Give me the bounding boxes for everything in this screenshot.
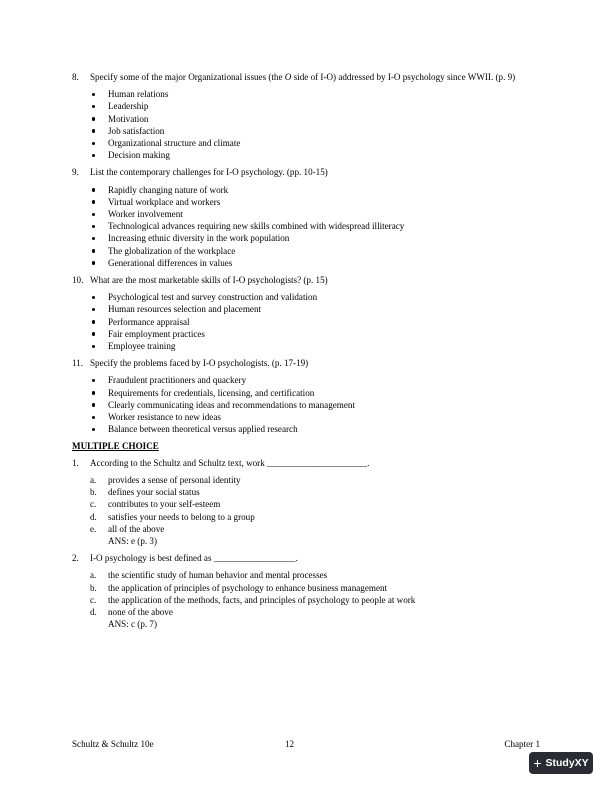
question-text: What are the most marketable skills of I-O psychologists? (p. 15) [90,275,328,286]
bullet-item: Balance between theoretical versus applied research [72,423,542,435]
option-item [72,498,542,510]
answer-bullet-list [72,374,542,435]
bullet-item: Leadership [72,100,542,112]
option-letter: c. [90,499,97,510]
bullet-item: Worker involvement [72,208,542,220]
bullet-item: Decision making [72,149,542,161]
bullet-item: Organizational structure and climate [72,137,542,149]
option-text: satisfies your needs to belong to a group [108,511,255,522]
answer-key [72,618,542,630]
essay-question [72,71,542,83]
option-text: the application of principles of psychology to enhance business management [108,582,388,593]
option-item [72,523,542,535]
option-list [72,474,542,547]
essay-question [72,357,542,369]
option-item [72,606,542,618]
option-letter: a. [90,474,97,485]
bullet-item: Fraudulent practitioners and quackery [72,374,542,386]
bullet-item: Worker resistance to new ideas [72,411,542,423]
bullet-item: Human resources selection and placement [72,303,542,315]
bullet-item: Employee training [72,340,542,352]
option-text: provides a sense of personal identity [108,474,241,485]
bullet-item: Fair employment practices [72,328,542,340]
bullet-item: Job satisfaction [72,125,542,137]
mc-question [72,457,542,469]
bullet-item: Generational differences in values [72,257,542,269]
bullet-item: Psychological test and survey construction and validation [72,291,542,303]
question-number: 10. [72,275,84,286]
answer-text: ANS: e (p. 3) [108,535,157,546]
bullet-item: Motivation [72,113,542,125]
studyxy-badge[interactable] [529,752,593,774]
option-item [72,594,542,606]
bullet-item: Performance appraisal [72,316,542,328]
question-number: 2. [72,553,79,564]
answer-text: ANS: c (p. 7) [108,619,157,630]
answer-key [72,535,542,547]
option-text: none of the above [108,606,173,617]
option-text: contributes to your self-esteem [108,499,221,510]
option-letter: a. [90,570,97,581]
bullet-item: Requirements for credentials, licensing, and certification [72,387,542,399]
essay-question [72,166,542,178]
option-text: defines your social status [108,487,200,498]
bullet-item: The globalization of the workplace [72,245,542,257]
footer-book-title: Schultz & Schultz 10e [72,739,154,749]
option-text: the application of the methods, facts, and principles of psychology to people at work [108,594,416,605]
answer-bullet-list [72,291,542,352]
option-item [72,486,542,498]
answer-bullet-list [72,88,542,161]
bullet-item: Rapidly changing nature of work [72,184,542,196]
question-number: 11. [72,358,84,369]
option-letter: d. [90,511,97,522]
mc-question [72,552,542,564]
option-item [72,569,542,581]
bullet-item: Clearly communicating ideas and recommendations to management [72,399,542,411]
footer-page-number: 12 [285,739,295,749]
option-text: the scientific study of human behavior and mental processes [108,570,328,581]
answer-bullet-list [72,184,542,269]
option-item [72,511,542,523]
option-letter: b. [90,487,97,498]
question-text: According to the Schultz and Schultz text, work ______________________. [90,457,370,468]
question-text: Specify the problems faced by I-O psychologists. (p. 17-19) [90,358,309,369]
question-number: 8. [72,72,79,82]
footer-chapter: Chapter 1 [504,739,540,749]
question-text: Specify some of the major Organizational issues (the O side of I-O) addressed by I-O psychology since WWII. (p. 9) [90,72,516,82]
plus-icon: + [533,754,542,771]
question-text: List the contemporary challenges for I-O psychology. (pp. 10-15) [90,167,328,178]
bullet-item: Technological advances requiring new skills combined with widespread illiteracy [72,220,542,232]
option-letter: d. [90,606,97,617]
option-letter: b. [90,582,97,593]
question-text: I-O psychology is best defined as __________________. [90,553,298,564]
option-letter: e. [90,523,97,534]
section-heading: MULTIPLE CHOICE [72,441,159,452]
option-item [72,582,542,594]
bullet-item: Virtual workplace and workers [72,196,542,208]
question-number: 1. [72,457,79,468]
badge-label: StudyXY [545,757,589,769]
option-item [72,474,542,486]
bullet-item: Increasing ethnic diversity in the work population [72,232,542,244]
option-letter: c. [90,594,97,605]
option-text: all of the above [108,523,165,534]
essay-question [72,274,542,286]
bullet-item: Human relations [72,88,542,100]
document-page [72,71,542,635]
option-list [72,569,542,630]
question-number: 9. [72,167,79,178]
